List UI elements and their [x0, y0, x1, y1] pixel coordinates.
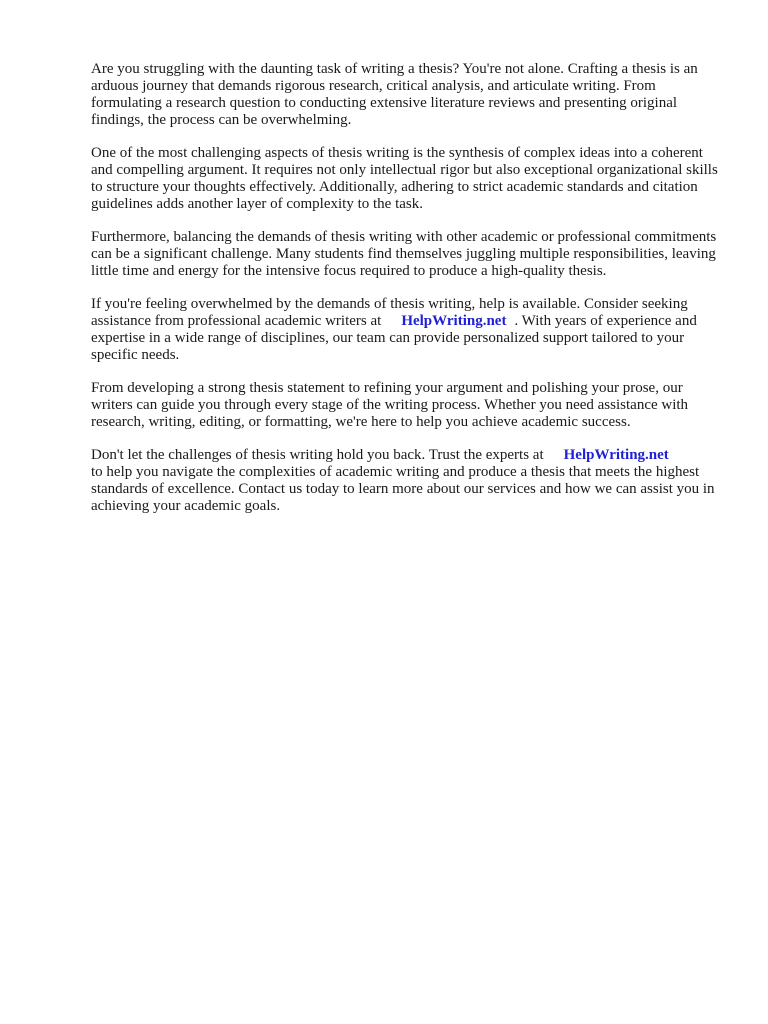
paragraph-help-text-before: If you're feeling overwhelmed by the demands of thesis writing, help is available. Consider seeking assistance from professional academic writers at	[91, 296, 688, 329]
document-body	[91, 61, 727, 531]
helpwriting-link-cta[interactable]: HelpWriting.net	[563, 447, 669, 463]
paragraph-guidance: From developing a strong thesis statement to refining your argument and polishing your prose, our writers can guide you through every stage of the writing process. Whether you need assistance with research, writing, editing, or formatting, we're here to help you achieve academic success.	[91, 380, 689, 430]
paragraph-help-text-after: . With years of experience and expertise in a wide range of disciplines, our team can provide personalized support tailored to your specific needs.	[91, 313, 697, 363]
paragraph-intro: Are you struggling with the daunting task of writing a thesis? You're not alone. Crafting a thesis is an arduous journey that demands rigorous research, critical analysis, and articulate writing. From formulating a research question to conducting extensive literature reviews and presenting original findings, the process can be overwhelming.	[91, 61, 698, 128]
paragraph-synthesis: One of the most challenging aspects of thesis writing is the synthesis of complex ideas into a coherent and compelling argument. It requires not only intellectual rigor but also exceptional organizational skills to structure your thoughts effectively. Additionally, adhering to strict academic standards and citation guidelines adds another layer of complexity to the task.	[91, 145, 718, 212]
paragraph-cta-text-after: to help you navigate the complexities of academic writing and produce a thesis that meets the highest standards of excellence. Contact us today to learn more about our services and how we can assist you in achieving your academic goals.	[91, 464, 715, 514]
paragraph-help-available	[91, 296, 727, 364]
paragraph-balancing: Furthermore, balancing the demands of thesis writing with other academic or professional commitments can be a significant challenge. Many students find themselves juggling multiple responsibilities, leaving little time and energy for the intensive focus required to produce a high-quality thesis.	[91, 229, 717, 279]
helpwriting-link[interactable]: HelpWriting.net	[401, 313, 507, 329]
paragraph-call-to-action	[91, 447, 727, 515]
paragraph-cta-text-before: Don't let the challenges of thesis writing hold you back. Trust the experts at	[91, 447, 544, 463]
